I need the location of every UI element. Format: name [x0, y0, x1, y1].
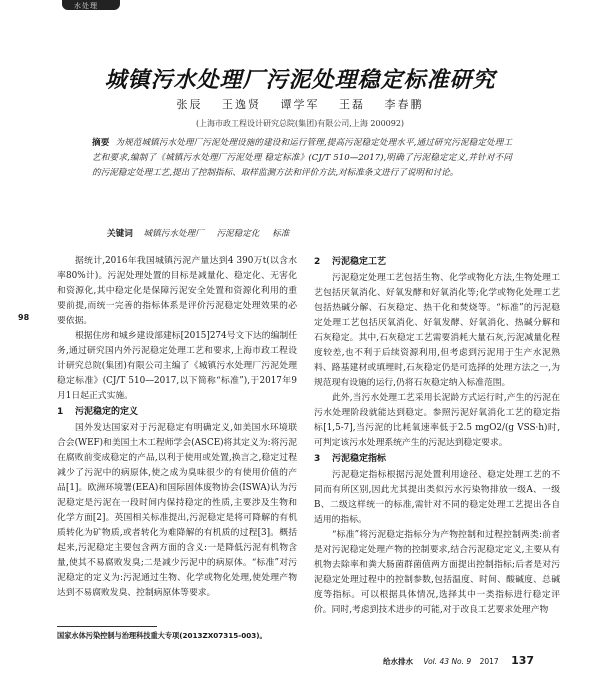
keywords: [107, 227, 507, 239]
left-column: [57, 254, 297, 601]
section-heading-2: [314, 255, 560, 270]
section-heading-3: [314, 452, 560, 467]
paragraph: 据统计,2016年我国城镇污泥产量达到4 390万t(以含水率80%计)。污泥处理处置的目标是减量化、稳定化、无害化和资源化,其中稳定化是保障污泥安全处置和资源化利用的重要前提,而统一完善的指标体系是评价污泥稳定处理效果的必要依据。: [57, 256, 297, 326]
keyword: 标准: [272, 229, 290, 239]
funding-footnote: 国家水体污染控制与治理科技重大专项(2013ZX07315-003)。: [57, 631, 267, 640]
page-number: 137: [511, 654, 535, 667]
abstract-body: 为规范城镇污水处理厂污泥处理设施的建设和运行管理,提高污泥稳定处理水平,通过研究污泥稳定处理工艺和要求,编制了《城镇污水处理厂污泥处理 稳定标准》(CJ/T 510—2017),明确了污泥稳定定义,并针对不同的污泥稳定处理工艺,提出了控制指标、取样监测方法和评价方法,对标准条文进行了说明和讨论。: [92, 138, 512, 178]
keywords-label: 关键词: [107, 229, 133, 239]
margin-page-number: 98: [18, 313, 30, 322]
right-column: [314, 254, 560, 618]
keyword: 污泥稳定化: [216, 229, 260, 239]
year: 2017: [479, 657, 499, 666]
section-title: 污泥稳定指标: [332, 454, 387, 464]
paragraph: “标准”将污泥稳定指标分为产物控制和过程控制两类:前者是对污泥稳定处理产物的控制要求,结合污泥稳定定义,主要从有机物去除率和粪大肠菌群菌值两方面提出控制指标;后者是对污泥稳定处理过程中的控制参数,包括温度、时间、酸碱度、总碱度等指标。可以根据具体情况,选择其中一类指标进行稳定评价。同时,考虑到技术进步的可能,对于改良工艺要求处理产物: [314, 530, 560, 615]
volume-issue: Vol. 43 No. 9: [423, 657, 472, 666]
paragraph: 根据住房和城乡建设部建标[2015]274号文下达的编制任务,通过研究国内外污泥稳定处理工艺和要求,上海市政工程设计研究总院(集团)有限公司主编了《城镇污水处理厂污泥处理 稳定标准》(CJ/T 510—2017,以下简称“标准”),于2017年9月1日起正式实施。: [57, 331, 297, 401]
page-footer: [383, 654, 534, 667]
section-number: 1: [57, 407, 64, 417]
paragraph: 国外发达国家对于污泥稳定有明确定义,如美国水环境联合会(WEF)和美国土木工程师学会(ASCE)将其定义为:将污泥在腐败前变成稳定的产品,以利于使用或处置,换言之,稳定过程减少了污泥中的病原体,使之成为臭味很少的有使用价值的产品[1]。欧洲环境署(EEA)和国际固体废物协会(ISWA)认为污泥稳定是污泥在一段时间内保持稳定的性质,主要涉及生物和化学方面[2]。英国相关标准提出,污泥稳定是将可降解的有机质转化为矿物质,或者转化为难降解的有机质的过程[3]。概括起来,污泥稳定主要包含两方面的含义:一是降低污泥有机物含量,使其不易腐败发臭;二是减少污泥中的病原体。“标准”对污泥稳定的定义为:污泥通过生物、化学或物化处理,使处理产物达到不易腐败发臭、控制病原体等要求。: [57, 423, 297, 598]
section-tab: [62, 0, 120, 10]
paragraph: 此外,当污水处理工艺采用长泥龄方式运行时,产生的污泥在污水处理阶段就能达到稳定。参照污泥好氧消化工艺的稳定指标[1,5-7],当污泥的比耗氧速率低于2.5 mgO2/(g VSS·h)时,可判定该污水处理系统产生的污泥达到稳定要求。: [314, 393, 560, 448]
footnote-rule: [57, 626, 157, 627]
section-number: 3: [314, 454, 321, 464]
authors: 张辰 王逸贤 谭学军 王磊 李春鹏: [176, 98, 424, 111]
paragraph: 污泥稳定处理工艺包括生物、化学或物化方法,生物处理工艺包括厌氧消化、好氧发酵和好氧消化等;化学或物化处理工艺包括热碱分解、石灰稳定、热干化和焚烧等。“标准”的污泥稳定处理工艺包括厌氧消化、好氧发酵、好氧消化、热碱分解和石灰稳定。其中,石灰稳定工艺需要消耗大量石灰,污泥减量化程度较差,也不利于后续资源利用,但考虑到污泥用于生产水泥熟料、路基建材或填埋时,石灰稳定仍是可选择的处理方法之一,为规范现有设施的运行,仍将石灰稳定纳入标准范围。: [314, 273, 560, 388]
section-tab-label: 水处理: [74, 2, 98, 10]
abstract: [92, 136, 512, 181]
section-title: 污泥稳定的定义: [75, 407, 139, 417]
section-number: 2: [314, 257, 321, 267]
paragraph: 污泥稳定指标根据污泥处置利用途径、稳定处理工艺的不同而有所区别,因此尤其提出类似污水污染物排放一级A、一级B、二级这样统一的标准,需针对不同的稳定处理工艺提出各自适用的指标。: [314, 470, 560, 525]
article-title: 城镇污水处理厂污泥处理稳定标准研究: [104, 68, 496, 93]
affiliation: (上海市政工程设计研究总院(集团)有限公司,上海 200092): [195, 119, 405, 128]
section-heading-1: [57, 405, 297, 420]
journal-name: 给水排水: [383, 657, 413, 666]
abstract-label: 摘要: [92, 138, 110, 148]
section-title: 污泥稳定工艺: [332, 257, 387, 267]
keyword: 城镇污水处理厂: [143, 229, 204, 239]
